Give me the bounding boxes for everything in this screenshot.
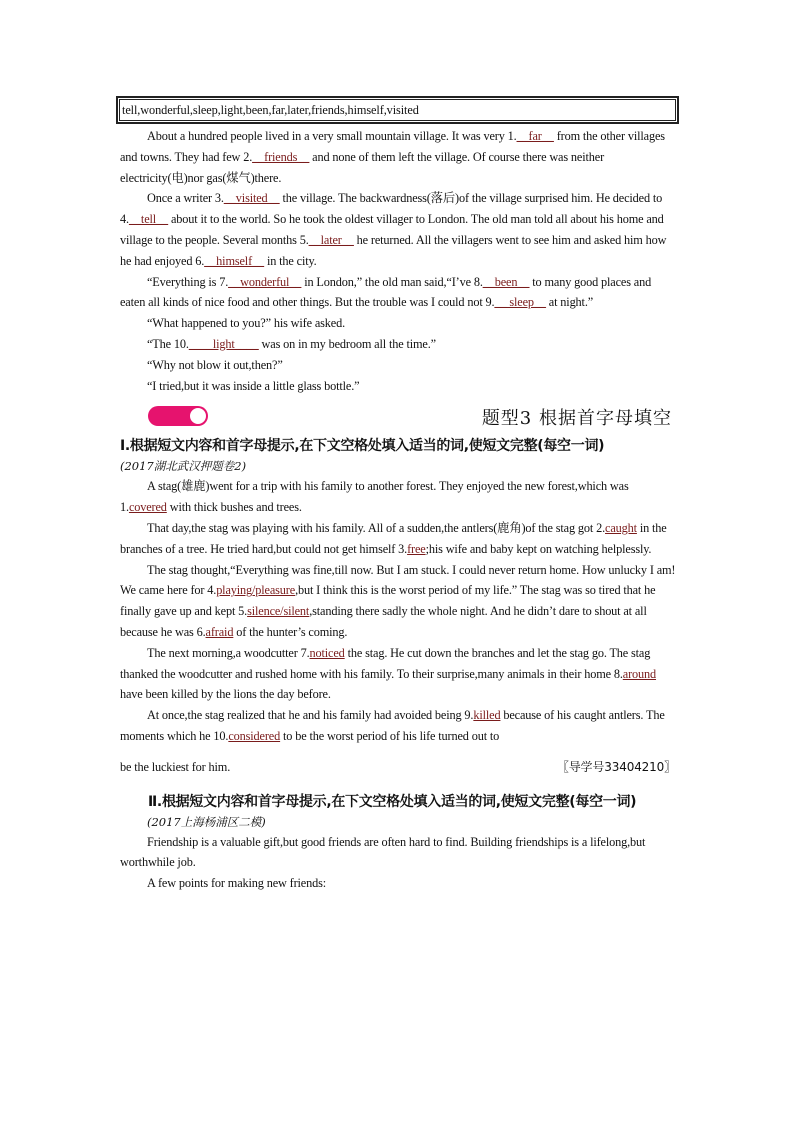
- word-bank-text: tell,wonderful,sleep,light,been,far,later,friends,himself,visited: [122, 103, 419, 117]
- answer-blank-8: __been__: [482, 274, 530, 289]
- passage-2-ending: be the luckiest for him.: [120, 759, 231, 774]
- text-run: was on in my bedroom all the time.”: [258, 336, 436, 351]
- answer-blank-5: __later__: [308, 232, 354, 247]
- text-run: of the hunter’s coming.: [233, 624, 348, 639]
- text-run: A stag(雄鹿)went for a trip with his family to another forest. They enjoyed the new forest,which was 1.: [120, 479, 629, 515]
- answer-blank-3: __visited__: [223, 191, 280, 206]
- answer-6: afraid: [205, 624, 234, 639]
- text-run: to many good places and eaten all kinds of nice food and other things. But the trouble was I could not 9.: [120, 274, 652, 310]
- text-run: in the city.: [264, 253, 317, 268]
- text-run: about it to the world. So he took the oldest villager to London. The old man told all about his home and village to the people. Several months 5.: [120, 212, 664, 247]
- answer-8: around: [622, 666, 657, 681]
- text-run: At once,the stag realized that he and his family had avoided being 9.: [147, 708, 474, 723]
- passage-3: [120, 832, 676, 894]
- passage-2-paragraph: [120, 560, 676, 643]
- passage-3-paragraph: Friendship is a valuable gift,but good friends are often hard to find. Building friendships is a lifelong,but worthwhile job.: [120, 834, 646, 870]
- guide-reference-number: 〖导学号33404210〗: [556, 759, 676, 774]
- document-page: [120, 96, 676, 894]
- text-run: Once a writer 3.: [147, 191, 224, 206]
- passage-1: [120, 126, 676, 396]
- pill-knob: [189, 407, 207, 425]
- answer-blank-4: __tell__: [128, 212, 169, 227]
- dialogue-line: “Why not blow it out,then?”: [147, 357, 283, 372]
- question-2-heading: Ⅱ.根据短文内容和首字母提示,在下文空格处填入适当的词,使短文完整(每空一词): [148, 793, 637, 810]
- passage-2-paragraph: [120, 705, 676, 747]
- answer-1: covered: [128, 500, 167, 515]
- text-run: because of his caught antlers. The moments which he 10.: [120, 708, 665, 743]
- text-run: The next morning,a woodcutter 7.: [147, 645, 310, 660]
- answer-3: free: [407, 541, 426, 556]
- answer-4: playing/pleasure: [216, 583, 296, 598]
- dialogue-line: “What happened to you?” his wife asked.: [147, 316, 345, 331]
- question-1-source: (2017湖北武汉押题卷2): [120, 459, 247, 474]
- answer-5: silence/silent: [247, 604, 310, 619]
- text-run: in London,” the old man said,“I’ve 8.: [301, 274, 483, 289]
- answer-blank-1: __far__: [516, 129, 554, 143]
- passage-2-paragraph: [120, 518, 676, 560]
- text-run: ,but I think this is the worst period of my life.” The stag was so tired that he finally gave up and kept 5.: [120, 583, 656, 619]
- text-run: with thick bushes and trees.: [166, 500, 302, 515]
- section-header: [120, 404, 676, 432]
- word-bank-box: [116, 96, 679, 124]
- passage-1-paragraph: [120, 126, 676, 188]
- answer-10: considered: [228, 728, 281, 743]
- text-run: The stag thought,“Everything was fine,till now. But I am stuck. I could never return home. How unlucky I am! We came here for 4.: [120, 562, 676, 598]
- answer-7: noticed: [309, 645, 345, 660]
- section-pill-badge: [148, 406, 208, 426]
- text-run: ,standing there sadly the whole night. And he didn’t dare to shout at all because he was 6.: [120, 604, 647, 639]
- question-1-heading: Ⅰ.根据短文内容和首字母提示,在下文空格处填入适当的词,使短文完整(每空一词): [120, 438, 605, 455]
- passage-1-paragraph: [120, 188, 676, 271]
- text-run: ;his wife and baby kept on watching helplessly.: [425, 541, 652, 556]
- text-run: That day,the stag was playing with his family. All of a sudden,the antlers(鹿角)of the stag got 2.: [147, 520, 606, 535]
- text-run: at night.”: [545, 295, 594, 310]
- text-run: the stag. He cut down the branches and let the stag go. The stag thanked the woodcutter and rushed home with his family. To their surprise,many animals in their home 8.: [120, 645, 651, 681]
- reference-line: [120, 757, 676, 778]
- question-2-source: (2017上海杨浦区二模): [147, 814, 266, 829]
- text-run: and none of them left the village. Of course there was neither electricity(电)nor gas(煤气)there.: [120, 149, 605, 185]
- text-run: to be the worst period of his life turned out to: [280, 728, 500, 743]
- dialogue-line: [120, 334, 676, 355]
- passage-2-paragraph: [120, 476, 676, 518]
- answer-blank-2: __friends__: [252, 149, 310, 164]
- text-run: in the branches of a tree. He tried hard,but could not get himself 3.: [120, 520, 667, 556]
- passage-3-paragraph: A few points for making new friends:: [147, 876, 327, 891]
- text-run: have been killed by the lions the day before.: [120, 687, 331, 702]
- text-run: “The 10.: [147, 336, 189, 351]
- text-run: he returned. All the villagers went to see him and asked him how he had enjoyed 6.: [120, 232, 667, 268]
- answer-9: killed: [473, 708, 501, 723]
- answer-blank-9: __ sleep__: [494, 295, 546, 310]
- dialogue-line: “I tried,but it was inside a little glass bottle.”: [147, 378, 360, 393]
- text-run: the village. The backwardness(落后)of the village surprised him. He decided to 4.: [120, 191, 663, 227]
- answer-2: caught: [605, 520, 637, 535]
- answer-blank-7: __wonderful__: [228, 274, 302, 289]
- answer-blank-6: __himself__: [204, 253, 265, 268]
- passage-2-paragraph: [120, 643, 676, 705]
- text-run: About a hundred people lived in a very small mountain village. It was very 1.: [147, 129, 517, 143]
- section-title: 题型3 根据首字母填空: [481, 408, 672, 430]
- passage-2: [120, 476, 676, 777]
- passage-1-paragraph: [120, 272, 676, 314]
- answer-blank-10: ____light____: [188, 336, 259, 351]
- text-run: “Everything is 7.: [147, 274, 229, 289]
- text-run: from the other villages and towns. They had few 2.: [120, 129, 665, 164]
